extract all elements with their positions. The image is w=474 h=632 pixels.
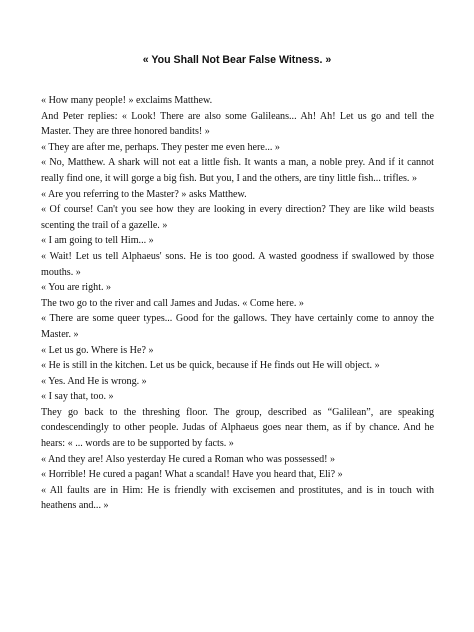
paragraph: « Let us go. Where is He? » <box>41 344 154 356</box>
paragraph: « Horrible! He cured a pagan! What a scandal! Have you heard that, Eli? » <box>41 469 343 481</box>
paragraph: And Peter replies: « Look! There are also some Galileans... Ah! Ah! Let us go and tell the Master. They are three honored bandits! » <box>41 110 434 138</box>
document-title: « You Shall Not Bear False Witness. » <box>142 54 332 66</box>
paragraph: « How many people! » exclaims Matthew. <box>41 95 213 106</box>
paragraph: « No, Matthew. A shark will not eat a little fish. It wants a man, a noble prey. And if it cannot really find one, it will gorge a big fish. But you, I and the others, are tiny little fish... trifles. » <box>41 157 434 184</box>
paragraph: « I say that, too. » <box>41 391 114 403</box>
paragraph: « Of course! Can't you see how they are looking in every direction? They are like wild beasts scenting the trail of a gazelle. » <box>41 204 434 231</box>
paragraph: « He is still in the kitchen. Let us be quick, because if He finds out He will object. » <box>41 360 380 372</box>
paragraph: « All faults are in Him: He is friendly with excisemen and prostitutes, and is in touch with heathens and... » <box>41 484 434 512</box>
paragraph: « Yes. And He is wrong. » <box>41 375 147 387</box>
paragraph: « And they are! Also yesterday He cured a Roman who was possessed! » <box>41 453 336 465</box>
document-body <box>41 93 434 514</box>
paragraph: « Are you referring to the Master? » asks Matthew. <box>41 188 247 200</box>
paragraph: They go back to the threshing floor. The group, described as “Galilean”, are speaking condescendingly to other people. Judas of Alphaeus goes near them, as if by chance. And he hears: « ... words are to be supported by facts. » <box>41 406 434 450</box>
paragraph: « Wait! Let us tell Alphaeus' sons. He is too good. A wasted goodness if swallowed by those mouths. » <box>41 250 434 278</box>
paragraph: « They are after me, perhaps. They pester me even here... » <box>41 141 280 153</box>
paragraph: « You are right. » <box>41 282 112 294</box>
paragraph: « There are some queer types... Good for the gallows. They have certainly come to annoy the Master. » <box>41 313 434 340</box>
paragraph: « I am going to tell Him... » <box>41 235 154 247</box>
paragraph: The two go to the river and call James and Judas. « Come here. » <box>41 297 304 309</box>
